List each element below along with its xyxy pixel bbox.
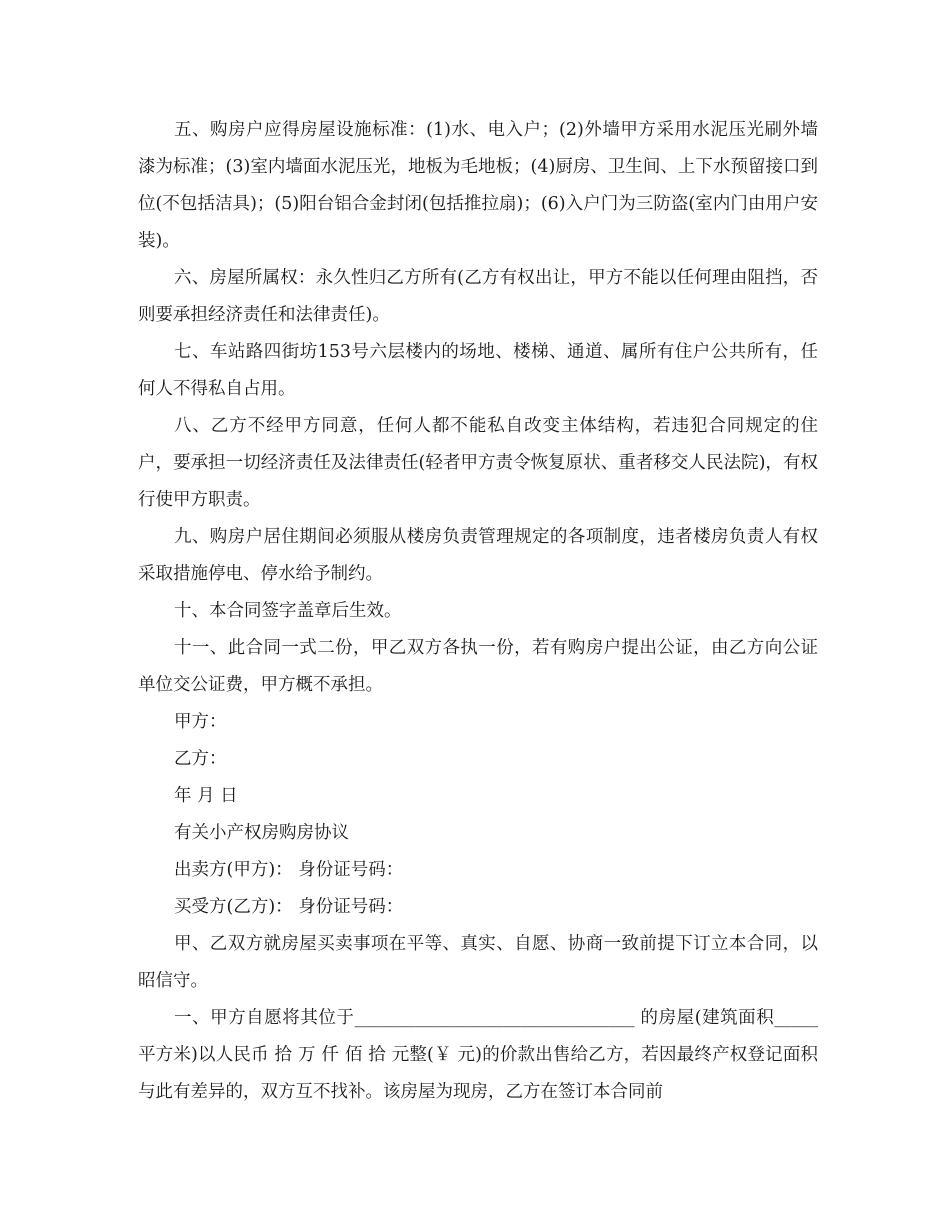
date-line: 年 月 日 xyxy=(174,786,238,806)
seller-line: 出卖方(甲方)： 身份证号码： xyxy=(174,860,404,880)
clause-nine: 九、购房户居住期间必须服从楼房负责管理规定的各项制度，违者楼房负责人有权采取措施停电、停水给予制约。 xyxy=(138,527,818,584)
clause-six: 六、房屋所属权：永久性归乙方所有(乙方有权出让，甲方不能以任何理由阻挡，否则要承担经济责任和法律责任)。 xyxy=(138,268,818,325)
buyer-line: 买受方(乙方)： 身份证号码： xyxy=(174,897,404,917)
party-b-signature-line: 乙方： xyxy=(174,749,227,769)
document-page xyxy=(138,112,818,1111)
clause-eight: 八、乙方不经甲方同意，任何人都不能私自改变主体结构，若违犯合同规定的住户，要承担一切经济责任及法律责任(轻者甲方责令恢复原状、重者移交人民法院)，有权行使甲方职责。 xyxy=(138,416,818,510)
agreement-title: 有关小产权房购房协议 xyxy=(174,823,349,843)
clause-ten: 十、本合同签字盖章后生效。 xyxy=(174,601,402,621)
article-one: 一、甲方自愿将其位于________________________________ 的房屋(建筑面积_____ 平方米)以人民币 拾 万 仟 佰 拾 元整(￥ 元)的价款出售给乙方，若因最终产权登记面积与此有差异的，双方互不找补。该房屋为现房，乙方在签订本合同前 xyxy=(138,1008,818,1102)
preamble-paragraph: 甲、乙双方就房屋买卖事项在平等、真实、自愿、协商一致前提下订立本合同，以昭信守。 xyxy=(138,934,818,991)
clause-seven: 七、车站路四街坊153号六层楼内的场地、楼梯、通道、属所有住户公共所有，任何人不得私自占用。 xyxy=(138,342,818,399)
party-a-signature-line: 甲方： xyxy=(174,712,227,732)
clause-five: 五、购房户应得房屋设施标准：(1)水、电入户；(2)外墙甲方采用水泥压光刷外墙漆为标准；(3)室内墙面水泥压光，地板为毛地板；(4)厨房、卫生间、上下水预留接口到位(不包括洁具)；(5)阳台铝合金封闭(包括推拉扇)；(6)入户门为三防盗(室内门由用户安装)。 xyxy=(138,120,818,251)
clause-eleven: 十一、此合同一式二份，甲乙双方各执一份，若有购房户提出公证，由乙方向公证单位交公证费，甲方概不承担。 xyxy=(138,638,818,695)
